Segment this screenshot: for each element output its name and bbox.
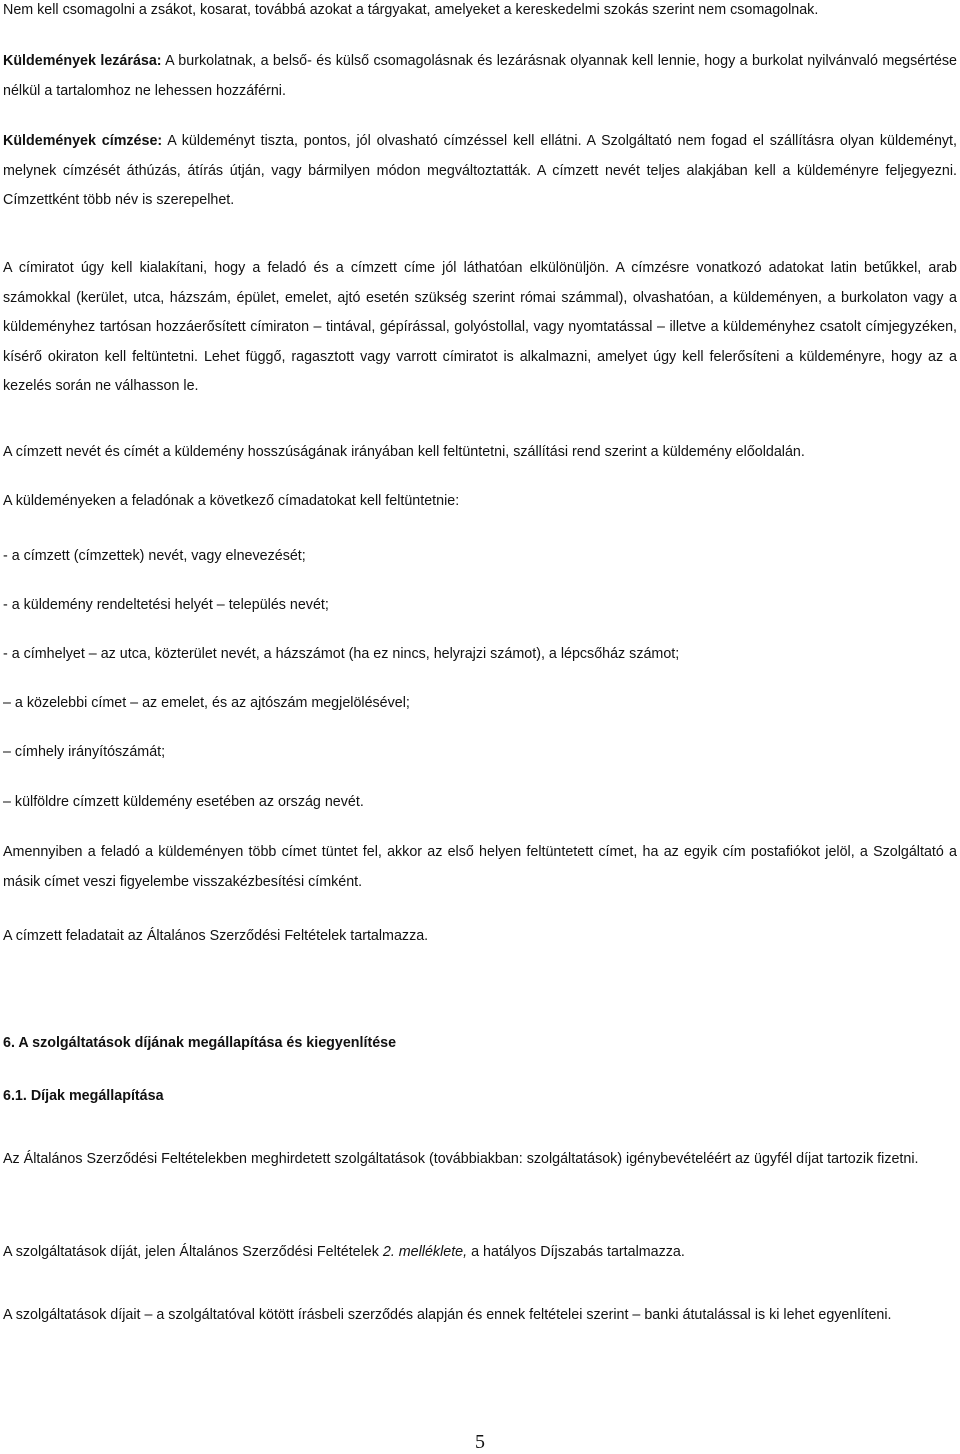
- dij-2-after: a hatályos Díjszabás tartalmazza.: [467, 1244, 685, 1260]
- list-item: – a közelebbi címet – az emelet, és az ajtószám megjelölésével;: [3, 695, 410, 711]
- intro-line: Nem kell csomagolni a zsákot, kosarat, továbbá azokat a tárgyakat, amelyeket a kereskedelmi szokás szerint nem csomagolnak.: [3, 2, 819, 18]
- paragraph-cimirat: A címiratot úgy kell kialakítani, hogy a feladó és a címzett címe jól láthatóan elkülönüljön. A címzésre vonatkozó adatokat latin betűkkel, arab számokkal (kerület, utca, házszám, épület, emelet, ajtó esetén szükség szerint római számmal), olvashatóan, a küldeményen, a burkolaton vagy a küldeményhez tartósan hozzáerősített címiraton – tintával, gépírással, golyóstollal, vagy nyomtatással – illetve a küldeményhez csatolt címjegyzéken, kísérő okiraton kell feltüntetni. Lehet függő, ragasztott vagy varrott címiratot is alkalmazni, amelyet úgy kell felerősíteni a küldeményre, hogy az a kezelés során ne válhasson le.: [3, 260, 957, 395]
- lezaras-text: A burkolatnak, a belső- és külső csomagolásnak és lezárásnak olyannak kell lennie, hogy a burkolat nyilvánvaló megsértése nélkül a tartalomhoz ne lehessen hozzáférni.: [3, 53, 958, 99]
- list-item: - a címhelyet – az utca, közterület nevét, a házszámot (ha ez nincs, helyrajzi számot), a lépcsőház számot;: [3, 646, 680, 662]
- paragraph-lezaras: [3, 47, 957, 106]
- cimzes-label: Küldemények címzése:: [3, 133, 163, 149]
- page-number: 5: [475, 1431, 485, 1453]
- section-6-heading: 6. A szolgáltatások díjának megállapítása és kiegyenlítése: [3, 1035, 397, 1051]
- list-intro: A küldeményeken a feladónak a következő címadatokat kell feltüntetnie:: [3, 493, 460, 509]
- list-item: - a címzett (címzettek) nevét, vagy elnevezését;: [3, 548, 306, 564]
- paragraph-cimzes: [3, 127, 957, 216]
- dij-2-italic: 2. melléklete,: [382, 1244, 468, 1260]
- paragraph-dij-1: Az Általános Szerződési Feltételekben meghirdetett szolgáltatások (továbbiakban: szolgáltatások) igénybevételéért az ügyfél díjat tartozik fizetni.: [3, 1151, 919, 1167]
- list-item: – címhely irányítószámát;: [3, 744, 166, 760]
- paragraph-elooldal: A címzett nevét és címét a küldemény hosszúságának irányában kell feltüntetni, szállítási rend szerint a küldemény előoldalán.: [3, 444, 805, 460]
- paragraph-tobb-cim: Amennyiben a feladó a küldeményen több címet tüntet fel, akkor az első helyen feltüntetett címet, ha az egyik cím postafiókot jelöl, a Szolgáltató a másik címet veszi figyelembe visszakézbesítési címként.: [3, 844, 957, 890]
- paragraph-feladatai: A címzett feladatait az Általános Szerződési Feltételek tartalmazza.: [3, 928, 429, 944]
- paragraph-dij-3: A szolgáltatások díjait – a szolgáltatóval kötött írásbeli szerződés alapján és ennek feltételei szerint – banki átutalással is ki lehet egyenlíteni.: [3, 1307, 892, 1323]
- dij-2-before: A szolgáltatások díját, jelen Általános Szerződési Feltételek: [3, 1244, 383, 1260]
- section-6-1-heading: 6.1. Díjak megállapítása: [3, 1088, 164, 1104]
- list-item: – külföldre címzett küldemény esetében az ország nevét.: [3, 794, 364, 810]
- paragraph-dij-2: [3, 1242, 685, 1262]
- list-item: - a küldemény rendeltetési helyét – település nevét;: [3, 597, 329, 613]
- cimzes-text: A küldeményt tiszta, pontos, jól olvasható címzéssel kell ellátni. A Szolgáltató nem fogad el szállításra olyan küldeményt, melynek címzését áthúzás, átírás útján, vagy bármilyen módon megváltoztatták. A címzett nevét teljes alakjában kell a küldeményre feljegyezni. Címzettként több név is szerepelhet.: [3, 133, 957, 209]
- lezaras-label: Küldemények lezárása:: [3, 53, 162, 69]
